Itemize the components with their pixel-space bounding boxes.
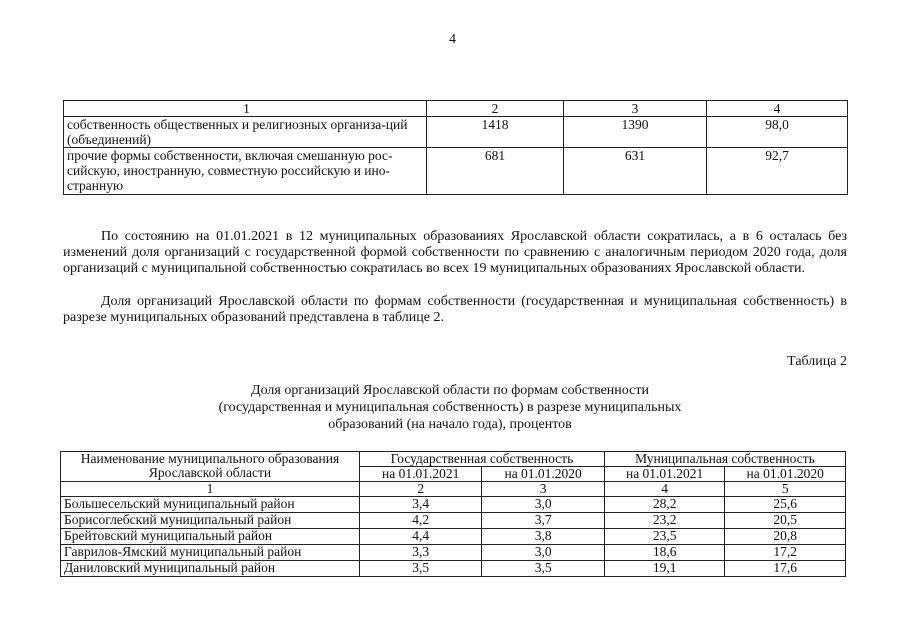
caption-line: (государственная и муниципальная собственность) в разрезе муниципальных (218, 400, 682, 415)
column-group-state: Государственная собственность (360, 452, 605, 467)
column-number: 4 (604, 482, 725, 497)
row-value: 1390 (564, 117, 707, 148)
table-row (61, 513, 846, 529)
state-2021-value: 4,4 (360, 529, 482, 545)
table-row (64, 148, 848, 195)
state-2020-value: 3,5 (482, 561, 604, 577)
column-number: 5 (725, 482, 846, 497)
municipal-2020-value: 17,6 (725, 561, 846, 577)
state-2021-value: 3,5 (360, 561, 482, 577)
column-number: 1 (61, 482, 360, 497)
caption-line: образований (на начало года), процентов (328, 417, 572, 432)
table-header-row (61, 452, 846, 467)
state-2021-value: 4,2 (360, 513, 482, 529)
paragraph-text: По состоянию на 01.01.2021 в 12 муниципальных образованиях Ярославской области сократилась, а в 6 осталась без изменений доля организаций с государственной формой собственности по сравнению с аналогичным периодом 2020 года, доля организаций с муниципальной собственностью сократилась во всех 19 муниципальных образованиях Ярославской области. (63, 229, 847, 276)
row-value: 1418 (427, 117, 564, 148)
row-name: прочие формы собственности, включая смешанную рос-сийскую, иностранную, совместную российскую и ино-странную (64, 148, 427, 195)
ownership-table-continued (63, 100, 848, 195)
row-value: 681 (427, 148, 564, 195)
paragraph-text: Доля организаций Ярославской области по формам собственности (государственная и муниципальная собственность) в разрезе муниципальных образований представлена в таблице 2. (63, 294, 847, 325)
caption-line: Доля организаций Ярославской области по формам собственности (251, 383, 649, 398)
table-row (61, 529, 846, 545)
column-header-date: на 01.01.2021 (360, 467, 482, 482)
column-header-name: Наименование муниципального образования Ярославской области (61, 452, 360, 482)
row-value: 631 (564, 148, 707, 195)
column-number: 3 (482, 482, 604, 497)
municipal-2020-value: 25,6 (725, 497, 846, 513)
municipal-2021-value: 23,5 (604, 529, 725, 545)
table-label: Таблица 2 (787, 354, 847, 369)
municipal-2020-value: 17,2 (725, 545, 846, 561)
paragraph-table-reference (63, 294, 847, 326)
paragraph-state-share (63, 229, 847, 277)
municipal-2021-value: 23,2 (604, 513, 725, 529)
district-name: Даниловский муниципальный район (61, 561, 360, 577)
column-header-date: на 01.01.2020 (725, 467, 846, 482)
state-2020-value: 3,7 (482, 513, 604, 529)
table-row (61, 497, 846, 513)
column-header-date: на 01.01.2021 (604, 467, 725, 482)
table-row (64, 117, 848, 148)
state-2020-value: 3,8 (482, 529, 604, 545)
district-name: Большесельский муниципальный район (61, 497, 360, 513)
state-2020-value: 3,0 (482, 497, 604, 513)
column-header-date: на 01.01.2020 (482, 467, 604, 482)
table-row (61, 561, 846, 577)
row-value: 98,0 (707, 117, 848, 148)
district-name: Брейтовский муниципальный район (61, 529, 360, 545)
column-number-4: 4 (707, 101, 848, 117)
ownership-share-table (60, 451, 846, 577)
column-number: 2 (360, 482, 482, 497)
column-number-3: 3 (564, 101, 707, 117)
municipal-2021-value: 19,1 (604, 561, 725, 577)
page-number: 4 (449, 32, 456, 47)
state-2021-value: 3,3 (360, 545, 482, 561)
municipal-2021-value: 28,2 (604, 497, 725, 513)
district-name: Гаврилов-Ямский муниципальный район (61, 545, 360, 561)
table-header-row (64, 101, 848, 117)
column-group-municipal: Муниципальная собственность (604, 452, 845, 467)
column-number-1: 1 (64, 101, 427, 117)
state-2020-value: 3,0 (482, 545, 604, 561)
column-number-2: 2 (427, 101, 564, 117)
state-2021-value: 3,4 (360, 497, 482, 513)
district-name: Борисоглебский муниципальный район (61, 513, 360, 529)
municipal-2021-value: 18,6 (604, 545, 725, 561)
table-caption (180, 382, 720, 433)
municipal-2020-value: 20,5 (725, 513, 846, 529)
municipal-2020-value: 20,8 (725, 529, 846, 545)
table-row (61, 545, 846, 561)
column-number-row (61, 482, 846, 497)
row-value: 92,7 (707, 148, 848, 195)
row-name: собственность общественных и религиозных организа-ций (объединений) (64, 117, 427, 148)
